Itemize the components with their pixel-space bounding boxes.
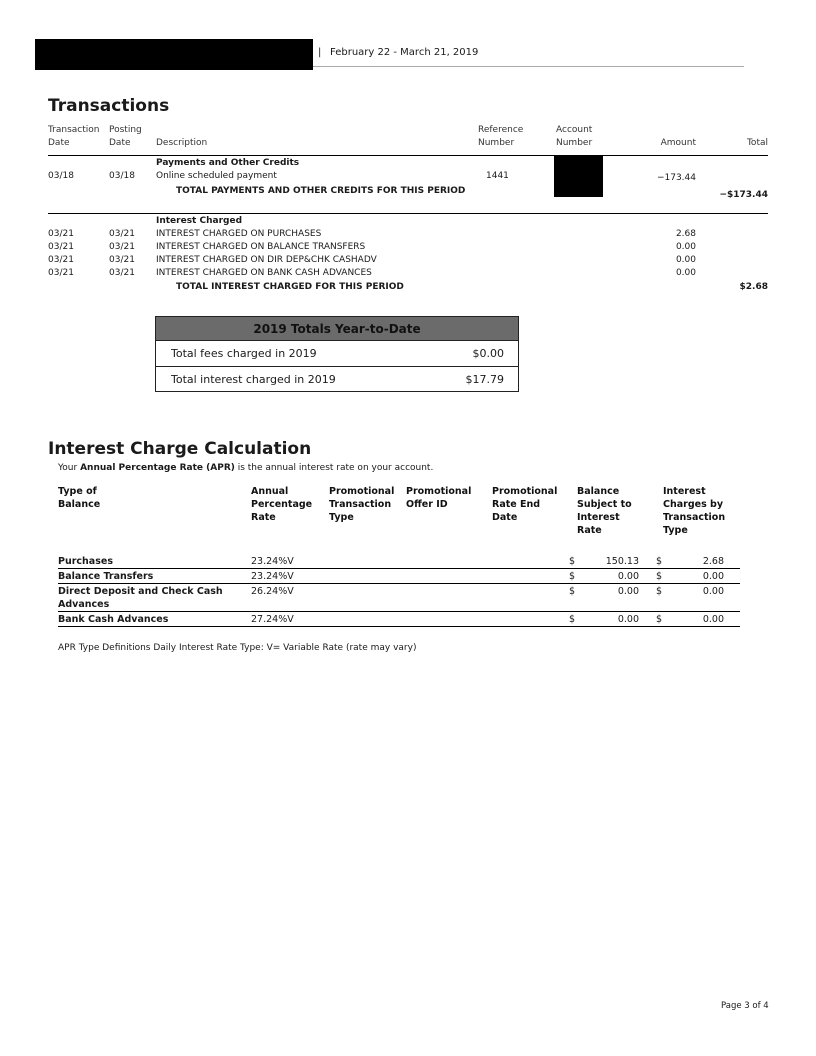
apr-value: 26.24%V [251,586,294,597]
ic-col-balance: Balance Subject to Interest Rate [577,486,632,536]
currency-symbol: $ [656,586,663,597]
trans-date: 03/21 [48,255,74,265]
row-divider [58,568,740,569]
interest-total-label: TOTAL INTEREST CHARGED FOR THIS PERIOD [176,282,404,292]
amount: 0.00 [675,255,696,265]
amount: 0.00 [675,242,696,252]
payments-total-label: TOTAL PAYMENTS AND OTHER CREDITS FOR THIS PERIOD [176,186,466,196]
header-separator: | [318,47,322,58]
balance-type: Direct Deposit and Check Cash Advances [58,586,223,610]
apr-value: 27.24%V [251,614,294,625]
col-description: Description [156,138,208,148]
interest-charge: 0.00 [702,614,724,625]
ytd-totals-box [155,316,519,392]
header-redacted-block [35,39,313,70]
row-divider [58,611,740,612]
ytd-row-interest [156,366,518,391]
description: INTEREST CHARGED ON PURCHASES [156,229,322,239]
payments-section-rule [48,213,768,214]
ytd-row-fees [156,341,518,366]
balance-type: Balance Transfers [58,571,154,582]
account-number-redacted [554,156,603,197]
ic-col-promo-end: Promotional Rate End Date [492,486,558,523]
reference-number: 1441 [486,171,509,181]
ic-col-charges: Interest Charges by Transaction Type [663,486,726,536]
ic-col-apr: Annual Percentage Rate [251,486,313,523]
post-date: 03/21 [109,268,135,278]
transactions-title: Transactions [48,96,170,116]
transactions-header-rule [48,155,768,156]
col-account-number: Account Number [556,125,593,148]
ytd-interest-label: Total interest charged in 2019 [171,373,336,386]
statement-period: February 22 - March 21, 2019 [330,47,479,58]
description: INTEREST CHARGED ON DIR DEP&CHK CASHADV [156,255,377,265]
trans-date: 03/21 [48,229,74,239]
balance-subject: 0.00 [617,586,639,597]
ytd-fees-label: Total fees charged in 2019 [171,347,317,360]
payments-heading: Payments and Other Credits [156,158,300,168]
payments-total-value: −$173.44 [719,190,768,200]
balance-type: Bank Cash Advances [58,614,169,625]
trans-date: 03/21 [48,268,74,278]
col-total: Total [746,138,768,148]
interest-charge: 2.68 [702,556,724,567]
currency-symbol: $ [569,571,576,582]
currency-symbol: $ [569,556,576,567]
ic-col-promo-type: Promotional Transaction Type [329,486,395,523]
trans-date: 03/21 [48,242,74,252]
ytd-interest-value: $17.79 [465,373,504,386]
interest-charge: 0.00 [702,571,724,582]
row-divider [58,583,740,584]
currency-symbol: $ [656,571,663,582]
balance-subject: 150.13 [605,556,639,567]
balance-type: Purchases [58,556,113,567]
col-posting-date: Posting Date [109,125,142,148]
post-date: 03/21 [109,255,135,265]
currency-symbol: $ [569,586,576,597]
ic-col-type: Type of Balance [58,486,101,510]
col-reference-number: Reference Number [478,125,524,148]
col-amount: Amount [660,138,696,148]
ic-col-promo-offer: Promotional Offer ID [406,486,472,510]
description: INTEREST CHARGED ON BANK CASH ADVANCES [156,268,372,278]
currency-symbol: $ [569,614,576,625]
apr-value: 23.24%V [251,571,294,582]
balance-subject: 0.00 [617,614,639,625]
currency-symbol: $ [656,614,663,625]
description: Online scheduled payment [156,171,277,181]
header-rule [313,66,744,67]
trans-date: 03/18 [48,171,74,181]
interest-charge: 0.00 [702,586,724,597]
balance-subject: 0.00 [617,571,639,582]
description: INTEREST CHARGED ON BALANCE TRANSFERS [156,242,366,252]
col-transaction-date: Transaction Date [48,125,100,148]
ytd-title: 2019 Totals Year-to-Date [156,317,518,341]
ytd-fees-value: $0.00 [472,347,504,360]
interest-total-value: $2.68 [739,282,768,292]
post-date: 03/21 [109,229,135,239]
interest-calc-intro: Your Annual Percentage Rate (APR) is the annual interest rate on your account. [58,463,434,473]
row-divider [58,626,740,627]
page-number: Page 3 of 4 [721,1001,769,1011]
amount: 2.68 [675,229,696,239]
interest-heading: Interest Charged [156,216,243,226]
apr-footnote: APR Type Definitions Daily Interest Rate Type: V= Variable Rate (rate may vary) [58,643,417,653]
amount: 0.00 [675,268,696,278]
post-date: 03/21 [109,242,135,252]
post-date: 03/18 [109,171,135,181]
interest-calc-title: Interest Charge Calculation [48,439,312,459]
amount: −173.44 [656,173,696,183]
apr-value: 23.24%V [251,556,294,567]
currency-symbol: $ [656,556,663,567]
